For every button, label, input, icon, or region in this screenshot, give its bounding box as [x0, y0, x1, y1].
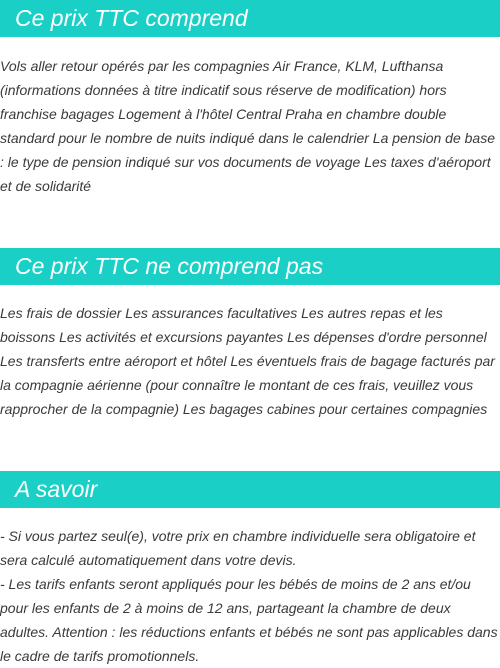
included-paragraph: Vols aller retour opérés par les compagnies Air France, KLM, Lufthansa (informations données à titre indicatif sous réserve de modification) hors franchise bagages Logement à l'hôtel Central Praha en chambre double standard pour le nombre de nuits indiqué dans le calendrier La pension de base : le type de pension indiqué sur vos documents de voyage Les taxes d'aéroport et de solidarité [0, 58, 496, 194]
section-body-not-included [0, 301, 500, 421]
not-included-paragraph: Les frais de dossier Les assurances facultatives Les autres repas et les boissons Les activités et excursions payantes Les dépenses d'ordre personnel Les transferts entre aéroport et hôtel Les éventuels frais de bagage facturés par la compagnie aérienne (pour connaître le montant de ces frais, veuillez vous rapprocher de la compagnie) Les bagages cabines pour certaines compagnies [0, 305, 495, 417]
section-body-included [0, 54, 500, 198]
good-to-know-paragraph-children: - Les tarifs enfants seront appliqués pour les bébés de moins de 2 ans et/ou pour les enfants de 2 à moins de 12 ans, partageant la chambre de deux adultes. Attention : les réductions enfants et bébés ne sont pas applicables dans le cadre de tarifs promotionnels. [0, 576, 498, 664]
section-header-good-to-know: A savoir [0, 471, 500, 508]
good-to-know-paragraph-solo: - Si vous partez seul(e), votre prix en chambre individuelle sera obligatoire et sera calculé automatiquement dans votre devis. [0, 528, 476, 568]
section-body-good-to-know [0, 524, 500, 668]
section-header-included: Ce prix TTC comprend [0, 0, 500, 37]
section-header-not-included: Ce prix TTC ne comprend pas [0, 248, 500, 285]
